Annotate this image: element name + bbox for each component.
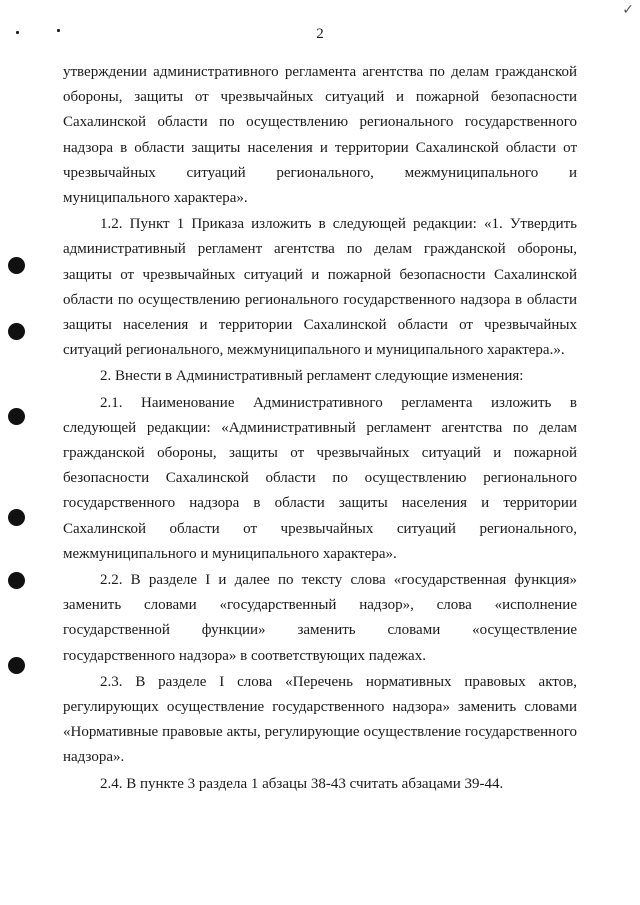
document-body bbox=[63, 60, 577, 798]
scan-speck bbox=[16, 31, 19, 34]
paragraph-continuation: утверждении административного регламента агентства по делам гражданской обороны, защиты от чрезвычайных ситуаций и пожарной безопасности Сахалинской области по осуществлению регионального государственного надзора в области защиты населения и территории Сахалинской области от чрезвычайных ситуаций регионального, межмуниципального и муниципального характера». bbox=[63, 64, 577, 207]
punch-hole bbox=[8, 572, 25, 589]
scan-speck bbox=[57, 29, 60, 32]
punch-hole bbox=[8, 323, 25, 340]
punch-hole bbox=[8, 657, 25, 674]
paragraph-2-4: 2.4. В пункте 3 раздела 1 абзацы 38-43 считать абзацами 39-44. bbox=[100, 775, 504, 792]
punch-hole bbox=[8, 408, 25, 425]
paragraph-1-2: 1.2. Пункт 1 Приказа изложить в следующей редакции: «1. Утвердить административный регламент агентства по делам гражданской обороны, защиты от чрезвычайных ситуаций и пожарной безопасности Сахалинской области по осуществлению регионального государственного надзора в области защиты населения и территории Сахалинской области от чрезвычайных ситуаций регионального, межмуниципального и муниципального характера.». bbox=[63, 216, 577, 359]
corner-check-mark: ✓ bbox=[622, 2, 634, 18]
paragraph-2-1: 2.1. Наименование Административного регламента изложить в следующей редакции: «Административный регламент агентства по делам гражданской обороны, защиты от чрезвычайных ситуаций и пожарной безопасности Сахалинской области по осуществлению регионального государственного надзора в области защиты населения и территории Сахалинской области от чрезвычайных ситуаций регионального, межмуниципального и муниципального характера». bbox=[63, 394, 577, 562]
paragraph-2-2: 2.2. В разделе I и далее по тексту слова «государственная функция» заменить словами «государственный надзор», слова «исполнение государственной функции» заменить словами «осуществление государственного надзора» в соответствующих падежах. bbox=[63, 572, 577, 664]
punch-hole bbox=[8, 257, 25, 274]
paragraph-2-3: 2.3. В разделе I слова «Перечень нормативных правовых актов, регулирующих осуществление государственного надзора» заменить словами «Нормативные правовые акты, регулирующие осуществление государственного надзора». bbox=[63, 673, 577, 766]
punch-hole bbox=[8, 509, 25, 526]
paragraph-2: 2. Внести в Административный регламент следующие изменения: bbox=[100, 368, 524, 385]
page-number: 2 bbox=[316, 26, 324, 42]
